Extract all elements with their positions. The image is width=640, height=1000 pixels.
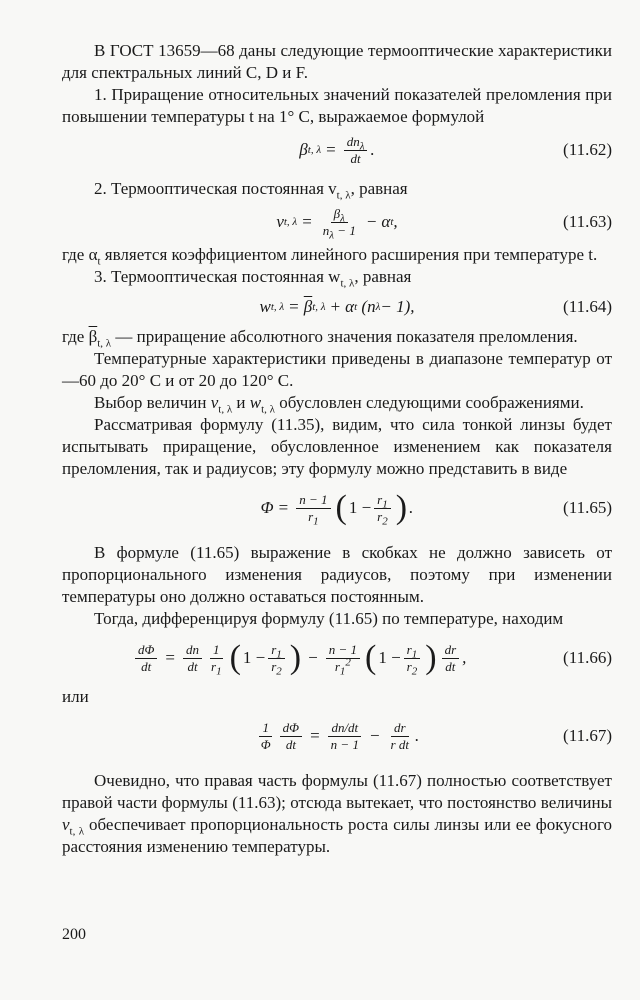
equation-11-64: w t, λ = $\overline{\beta}$ t, λ + α t (n λ − 1), (11.64)	[259, 297, 612, 316]
paragraph-or: или	[62, 687, 89, 706]
paragraph-item-1: 1. Приращение относительных значений показателей преломления при повышении температуры t на 1° C, выражаемое формулой	[62, 85, 612, 126]
paragraph-alpha-definition: где $\alpha_t$ является коэффициентом линейного расширения при температуре t.	[62, 245, 598, 268]
equation-label: (11.62)	[563, 140, 612, 159]
equation-11-63: v t, λ = $\frac{\beta_\lambda}{n_\lambda - 1}$ − α t , (11.63)	[276, 205, 612, 242]
paragraph-intro: В ГОСТ 13659—68 даны следующие термооптические характеристики для спектральных линий C, D и F.	[62, 41, 612, 82]
equation-11-65: Φ = $\frac{n - 1}{r_1}$ ( 1 − $\frac{r_1}{r_2}$ ) . (11.65)	[260, 489, 612, 528]
equation-11-66: $\frac{d\Phi}{dt}$ = $\frac{dn}{dt}$ $\frac{1}{r_1}$ ( 1 − $\frac{r_1}{r_2}$ ) − $\frac{n - 1}{r_1^2}$ ( 1 − $\frac{r_1}{r_2}$ ) $\frac{dr}{dt}$ , (11.66)	[62, 630, 612, 686]
paragraph-item-3: 3. Термооптическая постоянная $w_{t, \lambda}$, равная	[94, 267, 412, 290]
paragraph-item-2: 2. Термооптическая постоянная $v_{t, \lambda}$, равная	[94, 179, 408, 202]
equation-11-67: $\frac{1}{\Phi}$ $\frac{d\Phi}{dt}$ = $\frac{dn/dt}{n - 1}$ − $\frac{dr}{\text{r dt}}$ . (11.67)	[260, 719, 612, 752]
paragraph-brackets: В формуле (11.65) выражение в скобках не должно зависеть от пропорционального изменения радиусов, поэтому при изменении температуры оно должно оставаться постоянным.	[62, 543, 612, 606]
equation-label: (11.64)	[563, 297, 612, 316]
paragraph-differentiate: Тогда, дифференцируя формулу (11.65) по температуре, находим	[94, 609, 564, 628]
equation-label: (11.65)	[563, 498, 612, 517]
equation-label: (11.63)	[563, 212, 612, 231]
page-number: 200	[62, 926, 86, 943]
equation-label: (11.67)	[563, 726, 612, 745]
equation-11-62: β t, λ = $\frac{dn_\lambda}{dt}$ . (11.62)	[299, 133, 612, 166]
page-content	[62, 40, 612, 858]
paragraph-thin-lens: Рассматривая формулу (11.35), видим, что сила тонкой линзы будет испытывать приращение, обусловленное изменением как показателя преломления, так и радиусов; эту формулу можно представить в виде	[62, 415, 612, 478]
paragraph-beta-definition: где $\overline{\beta}_{t, \lambda}$ — приращение абсолютного значения показателя преломления.	[62, 327, 578, 350]
equation-label: (11.66)	[563, 648, 612, 667]
paragraph-conclusion: Очевидно, что правая часть формулы (11.67) полностью соответствует правой части формулы (11.63); отсюда вытекает, что постоянство величины $v_{t, \lambda}$ обеспечивает пропорциональность роста силы линзы или ее фокусного расстояния изменению температуры.	[62, 771, 612, 856]
paragraph-temperature-range: Температурные характеристики приведены в диапазоне температур от —60 до 20° C и от 20 до 120° C.	[62, 349, 612, 390]
paragraph-choice: Выбор величин $v_{t, \lambda}$ и $w_{t, \lambda}$ обусловлен следующими соображениями.	[94, 393, 584, 416]
